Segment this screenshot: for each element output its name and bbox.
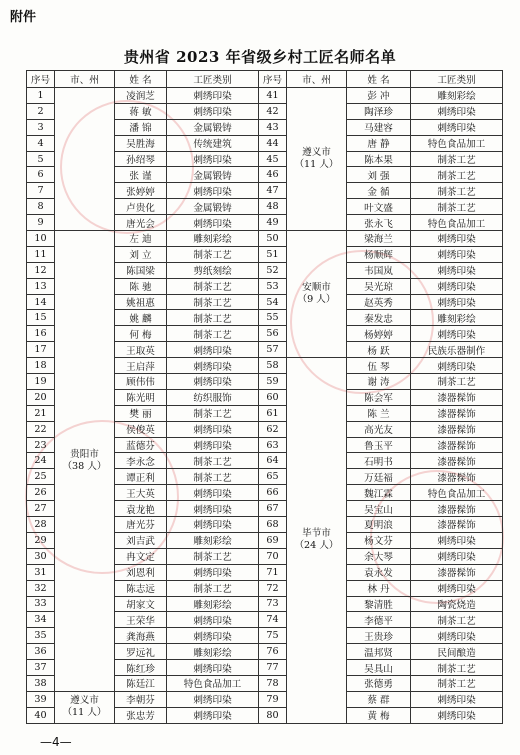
- name-cell: 王大英: [115, 485, 167, 501]
- serial-cell: 80: [259, 707, 287, 723]
- serial-cell: 11: [27, 246, 55, 262]
- category-cell: 制茶工艺: [411, 167, 503, 183]
- name-cell: 左 迪: [115, 231, 167, 247]
- serial-cell: 54: [259, 294, 287, 310]
- city-name: 遵义市: [302, 147, 331, 158]
- serial-cell: 61: [259, 405, 287, 421]
- serial-cell: 51: [259, 246, 287, 262]
- serial-cell: 2: [27, 103, 55, 119]
- city-cell: [55, 691, 115, 723]
- category-cell: 制茶工艺: [411, 612, 503, 628]
- category-cell: 刺绣印染: [411, 532, 503, 548]
- serial-cell: 55: [259, 310, 287, 326]
- serial-cell: 67: [259, 501, 287, 517]
- name-cell: 吴宝山: [347, 501, 411, 517]
- city-name: 贵阳市: [70, 448, 99, 460]
- name-cell: 卢贵化: [115, 199, 167, 215]
- category-cell: 刺绣印染: [411, 119, 503, 135]
- name-cell: 顾伟伟: [115, 374, 167, 390]
- category-cell: 制茶工艺: [411, 151, 503, 167]
- page-number: —4—: [40, 735, 72, 749]
- name-cell: 王贵珍: [347, 628, 411, 644]
- category-cell: 漆器髹饰: [411, 389, 503, 405]
- table-row: [27, 691, 503, 707]
- category-cell: 刺绣印染: [411, 548, 503, 564]
- serial-cell: 63: [259, 437, 287, 453]
- serial-cell: 14: [27, 294, 55, 310]
- serial-cell: 53: [259, 278, 287, 294]
- serial-cell: 62: [259, 421, 287, 437]
- serial-cell: 24: [27, 453, 55, 469]
- serial-cell: 73: [259, 596, 287, 612]
- category-cell: 刺绣印染: [411, 246, 503, 262]
- name-cell: 彭 冲: [347, 88, 411, 104]
- name-cell: 姚祖惠: [115, 294, 167, 310]
- name-cell: 谭正利: [115, 469, 167, 485]
- serial-cell: 16: [27, 326, 55, 342]
- city-count: （9 人）: [297, 294, 336, 306]
- name-cell: 刘 强: [347, 167, 411, 183]
- category-cell: 刺绣印染: [167, 485, 259, 501]
- name-cell: 杨文芬: [347, 532, 411, 548]
- category-cell: 刺绣印染: [411, 707, 503, 723]
- category-cell: 特色食品加工: [167, 675, 259, 691]
- name-cell: 陈光明: [115, 389, 167, 405]
- serial-cell: 3: [27, 119, 55, 135]
- serial-cell: 22: [27, 421, 55, 437]
- name-cell: 高光友: [347, 421, 411, 437]
- name-cell: 龚海燕: [115, 628, 167, 644]
- category-cell: 制茶工艺: [167, 548, 259, 564]
- name-cell: 侯俊英: [115, 421, 167, 437]
- header-city: 市、州: [287, 71, 347, 88]
- serial-cell: 7: [27, 183, 55, 199]
- category-cell: 刺绣印染: [167, 564, 259, 580]
- serial-cell: 43: [259, 119, 287, 135]
- serial-cell: 45: [259, 151, 287, 167]
- category-cell: 雕刻彩绘: [411, 310, 503, 326]
- serial-cell: 65: [259, 469, 287, 485]
- name-cell: 唐 静: [347, 135, 411, 151]
- name-cell: 马建容: [347, 119, 411, 135]
- name-cell: 唐光芬: [115, 517, 167, 533]
- serial-cell: 44: [259, 135, 287, 151]
- name-cell: 杨顺辉: [347, 246, 411, 262]
- category-cell: 刺绣印染: [167, 517, 259, 533]
- name-cell: 李朝芬: [115, 691, 167, 707]
- name-cell: 韦国岚: [347, 262, 411, 278]
- header-serial: 序号: [27, 71, 55, 88]
- serial-cell: 64: [259, 453, 287, 469]
- serial-cell: 42: [259, 103, 287, 119]
- serial-cell: 29: [27, 532, 55, 548]
- category-cell: 刺绣印染: [167, 421, 259, 437]
- name-cell: 陈廷江: [115, 675, 167, 691]
- category-cell: 民间酿造: [411, 644, 503, 660]
- category-cell: 漆器髹饰: [411, 564, 503, 580]
- category-cell: 制茶工艺: [411, 374, 503, 390]
- category-cell: 刺绣印染: [411, 103, 503, 119]
- serial-cell: 38: [27, 675, 55, 691]
- city-name: 毕节市: [302, 528, 331, 540]
- category-cell: 漆器髹饰: [411, 469, 503, 485]
- serial-cell: 71: [259, 564, 287, 580]
- serial-cell: 1: [27, 88, 55, 104]
- name-cell: 黄 梅: [347, 707, 411, 723]
- category-cell: 金属锻铸: [167, 167, 259, 183]
- serial-cell: 68: [259, 517, 287, 533]
- serial-cell: 46: [259, 167, 287, 183]
- category-cell: 制茶工艺: [167, 294, 259, 310]
- category-cell: 金属锻铸: [167, 119, 259, 135]
- category-cell: 漆器髹饰: [411, 501, 503, 517]
- serial-cell: 15: [27, 310, 55, 326]
- serial-cell: 13: [27, 278, 55, 294]
- serial-cell: 9: [27, 215, 55, 231]
- name-cell: 石明书: [347, 453, 411, 469]
- name-cell: 王取英: [115, 342, 167, 358]
- serial-cell: 12: [27, 262, 55, 278]
- serial-cell: 50: [259, 231, 287, 247]
- city-cell: [287, 231, 347, 358]
- category-cell: 刺绣印染: [167, 691, 259, 707]
- name-cell: 黎清胜: [347, 596, 411, 612]
- serial-cell: 57: [259, 342, 287, 358]
- serial-cell: 59: [259, 374, 287, 390]
- category-cell: 特色食品加工: [411, 215, 503, 231]
- name-cell: 张忠芳: [115, 707, 167, 723]
- category-cell: 刺绣印染: [411, 262, 503, 278]
- name-cell: 吴光琼: [347, 278, 411, 294]
- name-cell: 姚 麟: [115, 310, 167, 326]
- category-cell: 制茶工艺: [167, 453, 259, 469]
- name-cell: 凌润芝: [115, 88, 167, 104]
- serial-cell: 23: [27, 437, 55, 453]
- name-cell: 杨婷婷: [347, 326, 411, 342]
- serial-cell: 78: [259, 675, 287, 691]
- category-cell: 刺绣印染: [167, 88, 259, 104]
- serial-cell: 75: [259, 628, 287, 644]
- name-cell: 温邦贤: [347, 644, 411, 660]
- name-cell: 罗远礼: [115, 644, 167, 660]
- table-row: [27, 88, 503, 104]
- name-cell: 蒋 敏: [115, 103, 167, 119]
- serial-cell: 34: [27, 612, 55, 628]
- serial-cell: 8: [27, 199, 55, 215]
- category-cell: 纺织服饰: [167, 389, 259, 405]
- category-cell: 刺绣印染: [167, 612, 259, 628]
- category-cell: 漆器髹饰: [411, 405, 503, 421]
- name-cell: 鲁玉平: [347, 437, 411, 453]
- serial-cell: 39: [27, 691, 55, 707]
- category-cell: 制茶工艺: [167, 405, 259, 421]
- serial-cell: 5: [27, 151, 55, 167]
- name-cell: 袁永发: [347, 564, 411, 580]
- name-cell: 袁龙艳: [115, 501, 167, 517]
- category-cell: 制茶工艺: [411, 199, 503, 215]
- name-cell: 伍 琴: [347, 358, 411, 374]
- category-cell: 刺绣印染: [167, 151, 259, 167]
- name-cell: 冉文定: [115, 548, 167, 564]
- name-cell: 陈 驰: [115, 278, 167, 294]
- serial-cell: 26: [27, 485, 55, 501]
- header-name: 姓 名: [347, 71, 411, 88]
- name-cell: 叶文盛: [347, 199, 411, 215]
- serial-cell: 48: [259, 199, 287, 215]
- header-name: 姓 名: [115, 71, 167, 88]
- serial-cell: 35: [27, 628, 55, 644]
- name-cell: 梁海兰: [347, 231, 411, 247]
- name-cell: 陈本果: [347, 151, 411, 167]
- category-cell: 制茶工艺: [411, 183, 503, 199]
- name-cell: 林 丹: [347, 580, 411, 596]
- category-cell: 刺绣印染: [167, 374, 259, 390]
- serial-cell: 40: [27, 707, 55, 723]
- serial-cell: 31: [27, 564, 55, 580]
- serial-cell: 76: [259, 644, 287, 660]
- city-name: 安顺市: [302, 282, 331, 294]
- serial-cell: 25: [27, 469, 55, 485]
- category-cell: 制茶工艺: [167, 469, 259, 485]
- category-cell: 刺绣印染: [167, 358, 259, 374]
- category-cell: 雕刻彩绘: [167, 596, 259, 612]
- name-cell: 夏明浪: [347, 517, 411, 533]
- name-cell: 吴胜海: [115, 135, 167, 151]
- name-cell: 刘恩利: [115, 564, 167, 580]
- serial-cell: 70: [259, 548, 287, 564]
- category-cell: 漆器髹饰: [411, 437, 503, 453]
- name-cell: 蔡 群: [347, 691, 411, 707]
- serial-cell: 41: [259, 88, 287, 104]
- category-cell: 制茶工艺: [167, 580, 259, 596]
- serial-cell: 30: [27, 548, 55, 564]
- name-cell: 金 循: [347, 183, 411, 199]
- name-cell: 陈会军: [347, 389, 411, 405]
- city-count: （11 人）: [62, 707, 107, 719]
- serial-cell: 21: [27, 405, 55, 421]
- category-cell: 刺绣印染: [411, 358, 503, 374]
- city-name: 遵义市: [70, 695, 99, 707]
- name-cell: 吴具山: [347, 660, 411, 676]
- header-serial: 序号: [259, 71, 287, 88]
- name-cell: 余大琴: [347, 548, 411, 564]
- category-cell: 漆器髹饰: [411, 453, 503, 469]
- serial-cell: 60: [259, 389, 287, 405]
- name-cell: 樊 丽: [115, 405, 167, 421]
- serial-cell: 20: [27, 389, 55, 405]
- name-cell: 张永飞: [347, 215, 411, 231]
- name-cell: 刘吉武: [115, 532, 167, 548]
- category-cell: 刺绣印染: [167, 707, 259, 723]
- serial-cell: 36: [27, 644, 55, 660]
- serial-cell: 17: [27, 342, 55, 358]
- name-cell: 王启萍: [115, 358, 167, 374]
- name-cell: 陈国梁: [115, 262, 167, 278]
- name-cell: 杨 跃: [347, 342, 411, 358]
- category-cell: 制茶工艺: [167, 310, 259, 326]
- category-cell: 刺绣印染: [411, 628, 503, 644]
- document-title: 贵州省 2023 年省级乡村工匠名师名单: [123, 48, 397, 66]
- category-cell: 刺绣印染: [167, 660, 259, 676]
- category-cell: 制茶工艺: [167, 278, 259, 294]
- name-cell: 谢 涛: [347, 374, 411, 390]
- roster-table: [26, 70, 503, 724]
- name-cell: 何 梅: [115, 326, 167, 342]
- city-cell: [55, 88, 115, 231]
- serial-cell: 56: [259, 326, 287, 342]
- attachment-label: 附件: [10, 10, 37, 25]
- serial-cell: 37: [27, 660, 55, 676]
- name-cell: 王荣华: [115, 612, 167, 628]
- category-cell: 特色食品加工: [411, 485, 503, 501]
- category-cell: 刺绣印染: [411, 231, 503, 247]
- serial-cell: 74: [259, 612, 287, 628]
- category-cell: 刺绣印染: [411, 278, 503, 294]
- name-cell: 张 谨: [115, 167, 167, 183]
- name-cell: 胡家文: [115, 596, 167, 612]
- category-cell: 刺绣印染: [167, 628, 259, 644]
- serial-cell: 4: [27, 135, 55, 151]
- header-city: 市、州: [55, 71, 115, 88]
- city-cell: [287, 88, 347, 231]
- category-cell: 刺绣印染: [411, 326, 503, 342]
- name-cell: 孙绍琴: [115, 151, 167, 167]
- category-cell: 金属锻铸: [167, 199, 259, 215]
- serial-cell: 19: [27, 374, 55, 390]
- category-cell: 雕刻彩绘: [411, 88, 503, 104]
- category-cell: 刺绣印染: [167, 501, 259, 517]
- serial-cell: 10: [27, 231, 55, 247]
- city-count: （11 人）: [294, 159, 339, 170]
- category-cell: 漆器髹饰: [411, 517, 503, 533]
- category-cell: 刺绣印染: [411, 294, 503, 310]
- name-cell: 唐光会: [115, 215, 167, 231]
- serial-cell: 77: [259, 660, 287, 676]
- name-cell: 蓝德芬: [115, 437, 167, 453]
- city-count: （24 人）: [294, 540, 339, 552]
- table-row: [27, 231, 503, 247]
- category-cell: 刺绣印染: [167, 437, 259, 453]
- header-category: 工匠类别: [167, 71, 259, 88]
- category-cell: 剪纸刻绘: [167, 262, 259, 278]
- category-cell: 刺绣印染: [167, 103, 259, 119]
- name-cell: 万廷福: [347, 469, 411, 485]
- name-cell: 秦发忠: [347, 310, 411, 326]
- category-cell: 制茶工艺: [411, 660, 503, 676]
- city-cell: [55, 231, 115, 692]
- category-cell: 特色食品加工: [411, 135, 503, 151]
- category-cell: 制茶工艺: [167, 326, 259, 342]
- serial-cell: 52: [259, 262, 287, 278]
- name-cell: 陈志远: [115, 580, 167, 596]
- serial-cell: 58: [259, 358, 287, 374]
- name-cell: 赵英秀: [347, 294, 411, 310]
- city-cell: [287, 358, 347, 723]
- serial-cell: 49: [259, 215, 287, 231]
- serial-cell: 69: [259, 532, 287, 548]
- category-cell: 雕刻彩绘: [167, 644, 259, 660]
- serial-cell: 47: [259, 183, 287, 199]
- name-cell: 张德勇: [347, 675, 411, 691]
- serial-cell: 72: [259, 580, 287, 596]
- category-cell: 传统建筑: [167, 135, 259, 151]
- category-cell: 刺绣印染: [167, 342, 259, 358]
- name-cell: 陈 兰: [347, 405, 411, 421]
- header-category: 工匠类别: [411, 71, 503, 88]
- serial-cell: 27: [27, 501, 55, 517]
- name-cell: 陈红珍: [115, 660, 167, 676]
- serial-cell: 66: [259, 485, 287, 501]
- category-cell: 刺绣印染: [167, 215, 259, 231]
- serial-cell: 33: [27, 596, 55, 612]
- category-cell: 陶瓷烧造: [411, 596, 503, 612]
- serial-cell: 79: [259, 691, 287, 707]
- category-cell: 雕刻彩绘: [167, 532, 259, 548]
- serial-cell: 32: [27, 580, 55, 596]
- category-cell: 刺绣印染: [167, 183, 259, 199]
- serial-cell: 28: [27, 517, 55, 533]
- category-cell: 雕刻彩绘: [167, 231, 259, 247]
- serial-cell: 6: [27, 167, 55, 183]
- header-row: [27, 71, 503, 88]
- name-cell: 刘 立: [115, 246, 167, 262]
- name-cell: 魏江霖: [347, 485, 411, 501]
- name-cell: 陶泽珍: [347, 103, 411, 119]
- category-cell: 刺绣印染: [411, 580, 503, 596]
- serial-cell: 18: [27, 358, 55, 374]
- category-cell: 漆器髹饰: [411, 421, 503, 437]
- name-cell: 张婷婷: [115, 183, 167, 199]
- city-count: （38 人）: [62, 460, 107, 472]
- category-cell: 民族乐器制作: [411, 342, 503, 358]
- name-cell: 潘 锦: [115, 119, 167, 135]
- category-cell: 制茶工艺: [167, 246, 259, 262]
- category-cell: 制茶工艺: [411, 675, 503, 691]
- category-cell: 刺绣印染: [411, 691, 503, 707]
- name-cell: 李德平: [347, 612, 411, 628]
- name-cell: 李永念: [115, 453, 167, 469]
